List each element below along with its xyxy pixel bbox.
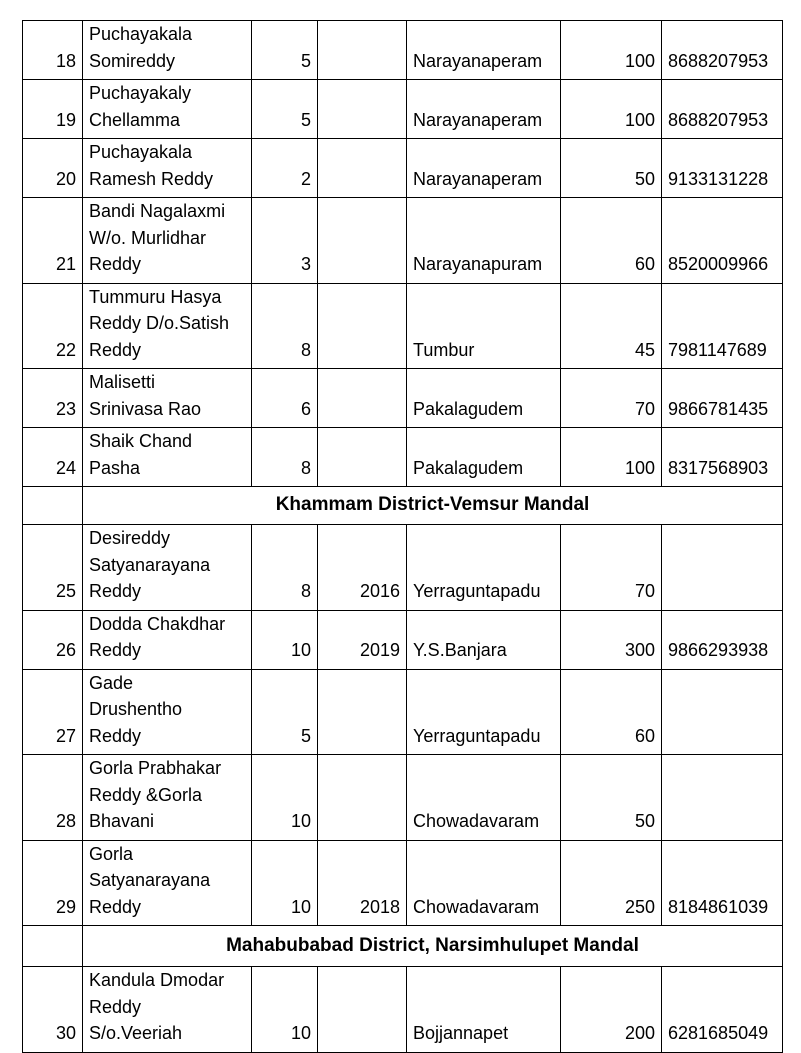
village-cell: Y.S.Banjara — [407, 610, 561, 669]
farmer-name-line: Ramesh Reddy — [89, 168, 214, 189]
village-cell: Chowadavaram — [407, 755, 561, 841]
farmer-name-cell — [83, 610, 252, 669]
farmer-name-line: Reddy — [89, 640, 142, 660]
phone-cell: 9133131228 — [662, 139, 783, 198]
serial-number-cell: 23 — [23, 369, 83, 428]
table-row — [23, 967, 783, 1053]
farmer-name-line: Reddy — [89, 254, 142, 274]
acres-cell: 5 — [252, 21, 318, 80]
phone-cell: 9866293938 — [662, 610, 783, 669]
farmer-name-line: Reddy — [89, 339, 142, 360]
village-cell: Narayanaperam — [407, 139, 561, 198]
section-blank-cell — [23, 487, 83, 525]
year-cell — [318, 283, 407, 369]
village-cell: Narayanapuram — [407, 198, 561, 284]
village-cell: Yerraguntapadu — [407, 669, 561, 755]
farmer-name-line: W/o. Murlidhar — [89, 227, 207, 248]
table-row — [23, 840, 783, 926]
acres-cell: 10 — [252, 840, 318, 926]
farmer-name-line: Puchayakala — [89, 142, 193, 162]
serial-number-cell: 19 — [23, 80, 83, 139]
table-row — [23, 369, 783, 428]
phone-cell: 7981147689 — [662, 283, 783, 369]
section-blank-cell — [23, 926, 83, 967]
count-cell: 45 — [561, 283, 662, 369]
serial-number-cell: 26 — [23, 610, 83, 669]
farmer-name-line: Desireddy — [89, 528, 171, 548]
table-row — [23, 428, 783, 487]
village-cell: Yerraguntapadu — [407, 525, 561, 611]
farmer-name-line: Satyanarayana — [89, 554, 211, 575]
acres-cell: 10 — [252, 967, 318, 1053]
farmer-name-line: Pasha — [89, 457, 141, 478]
farmer-name-line: Reddy &Gorla — [89, 784, 203, 805]
farmer-name-line: S/o.Veeriah — [89, 1023, 183, 1043]
phone-cell: 8184861039 — [662, 840, 783, 926]
farmer-name-line: Puchayakala — [89, 24, 193, 44]
count-cell: 70 — [561, 369, 662, 428]
phone-cell: 9866781435 — [662, 369, 783, 428]
village-cell: Tumbur — [407, 283, 561, 369]
farmer-name-line: Tummuru Hasya — [89, 286, 222, 307]
count-cell: 60 — [561, 198, 662, 284]
acres-cell: 2 — [252, 139, 318, 198]
phone-cell: 8317568903 — [662, 428, 783, 487]
table-row — [23, 139, 783, 198]
table-row — [23, 80, 783, 139]
acres-cell: 6 — [252, 369, 318, 428]
farmer-name-line: Satyanarayana — [89, 870, 211, 890]
phone-cell — [662, 669, 783, 755]
count-cell: 70 — [561, 525, 662, 611]
count-cell: 50 — [561, 139, 662, 198]
farmer-name-cell — [83, 198, 252, 284]
farmer-table — [22, 20, 783, 1053]
count-cell: 50 — [561, 755, 662, 841]
serial-number-cell: 28 — [23, 755, 83, 841]
farmer-name-cell — [83, 755, 252, 841]
farmer-name-cell — [83, 967, 252, 1053]
acres-cell: 5 — [252, 669, 318, 755]
farmer-name-line: Reddy — [89, 725, 142, 746]
farmer-name-line: Drushentho — [89, 699, 183, 719]
table-row — [23, 610, 783, 669]
acres-cell: 3 — [252, 198, 318, 284]
year-cell — [318, 139, 407, 198]
table-body — [23, 21, 783, 1053]
serial-number-cell: 21 — [23, 198, 83, 284]
farmer-name-line: Srinivasa Rao — [89, 398, 202, 419]
farmer-name-cell — [83, 139, 252, 198]
farmer-name-line: Reddy — [89, 996, 142, 1017]
farmer-name-line: Chellamma — [89, 109, 181, 130]
table-row — [23, 669, 783, 755]
farmer-name-cell — [83, 525, 252, 611]
farmer-name-line: Reddy — [89, 896, 142, 917]
year-cell — [318, 369, 407, 428]
farmer-name-line: Bandi Nagalaxmi — [89, 201, 226, 221]
table-row — [23, 525, 783, 611]
farmer-name-line: Bhavani — [89, 811, 155, 831]
farmer-name-line: Reddy D/o.Satish — [89, 313, 230, 333]
farmer-name-cell — [83, 80, 252, 139]
serial-number-cell: 18 — [23, 21, 83, 80]
farmer-name-line: Shaik Chand — [89, 431, 193, 451]
farmer-name-cell — [83, 21, 252, 80]
farmer-name-cell — [83, 428, 252, 487]
phone-cell — [662, 525, 783, 611]
count-cell: 100 — [561, 428, 662, 487]
count-cell: 100 — [561, 80, 662, 139]
serial-number-cell: 22 — [23, 283, 83, 369]
count-cell: 200 — [561, 967, 662, 1053]
table-row — [23, 755, 783, 841]
farmer-name-line: Gade — [89, 672, 134, 693]
farmer-name-line: Malisetti — [89, 372, 156, 392]
serial-number-cell: 30 — [23, 967, 83, 1053]
village-cell: Chowadavaram — [407, 840, 561, 926]
year-cell — [318, 21, 407, 80]
phone-cell — [662, 755, 783, 841]
year-cell — [318, 755, 407, 841]
farmer-name-cell — [83, 283, 252, 369]
farmer-name-line: Dodda Chakdhar — [89, 613, 226, 634]
count-cell: 100 — [561, 21, 662, 80]
acres-cell: 8 — [252, 525, 318, 611]
phone-cell: 8688207953 — [662, 80, 783, 139]
farmer-name-line: Reddy — [89, 581, 142, 601]
acres-cell: 10 — [252, 610, 318, 669]
acres-cell: 8 — [252, 428, 318, 487]
table-row — [23, 283, 783, 369]
farmer-name-line: Kandula Dmodar — [89, 970, 225, 990]
acres-cell: 5 — [252, 80, 318, 139]
farmer-name-line: Puchayakaly — [89, 83, 192, 103]
section-header-row — [23, 487, 783, 525]
farmer-name-cell — [83, 369, 252, 428]
section-title: Khammam District-Vemsur Mandal — [83, 487, 783, 525]
year-cell — [318, 967, 407, 1053]
farmer-name-cell — [83, 669, 252, 755]
farmer-name-line: Gorla — [89, 843, 134, 864]
village-cell: Narayanaperam — [407, 21, 561, 80]
count-cell: 60 — [561, 669, 662, 755]
year-cell: 2018 — [318, 840, 407, 926]
farmer-name-line: Gorla Prabhakar — [89, 758, 222, 778]
serial-number-cell: 27 — [23, 669, 83, 755]
year-cell — [318, 80, 407, 139]
section-title: Mahabubabad District, Narsimhulupet Mandal — [83, 926, 783, 967]
section-header-row — [23, 926, 783, 967]
count-cell: 250 — [561, 840, 662, 926]
farmer-name-cell — [83, 840, 252, 926]
village-cell: Pakalagudem — [407, 369, 561, 428]
serial-number-cell: 24 — [23, 428, 83, 487]
farmer-name-line: Somireddy — [89, 50, 176, 71]
village-cell: Narayanaperam — [407, 80, 561, 139]
serial-number-cell: 20 — [23, 139, 83, 198]
year-cell: 2019 — [318, 610, 407, 669]
year-cell — [318, 198, 407, 284]
village-cell: Pakalagudem — [407, 428, 561, 487]
table-row — [23, 198, 783, 284]
year-cell: 2016 — [318, 525, 407, 611]
serial-number-cell: 29 — [23, 840, 83, 926]
acres-cell: 10 — [252, 755, 318, 841]
count-cell: 300 — [561, 610, 662, 669]
year-cell — [318, 428, 407, 487]
table-row — [23, 21, 783, 80]
phone-cell: 8520009966 — [662, 198, 783, 284]
village-cell: Bojjannapet — [407, 967, 561, 1053]
serial-number-cell: 25 — [23, 525, 83, 611]
phone-cell: 6281685049 — [662, 967, 783, 1053]
year-cell — [318, 669, 407, 755]
acres-cell: 8 — [252, 283, 318, 369]
phone-cell: 8688207953 — [662, 21, 783, 80]
